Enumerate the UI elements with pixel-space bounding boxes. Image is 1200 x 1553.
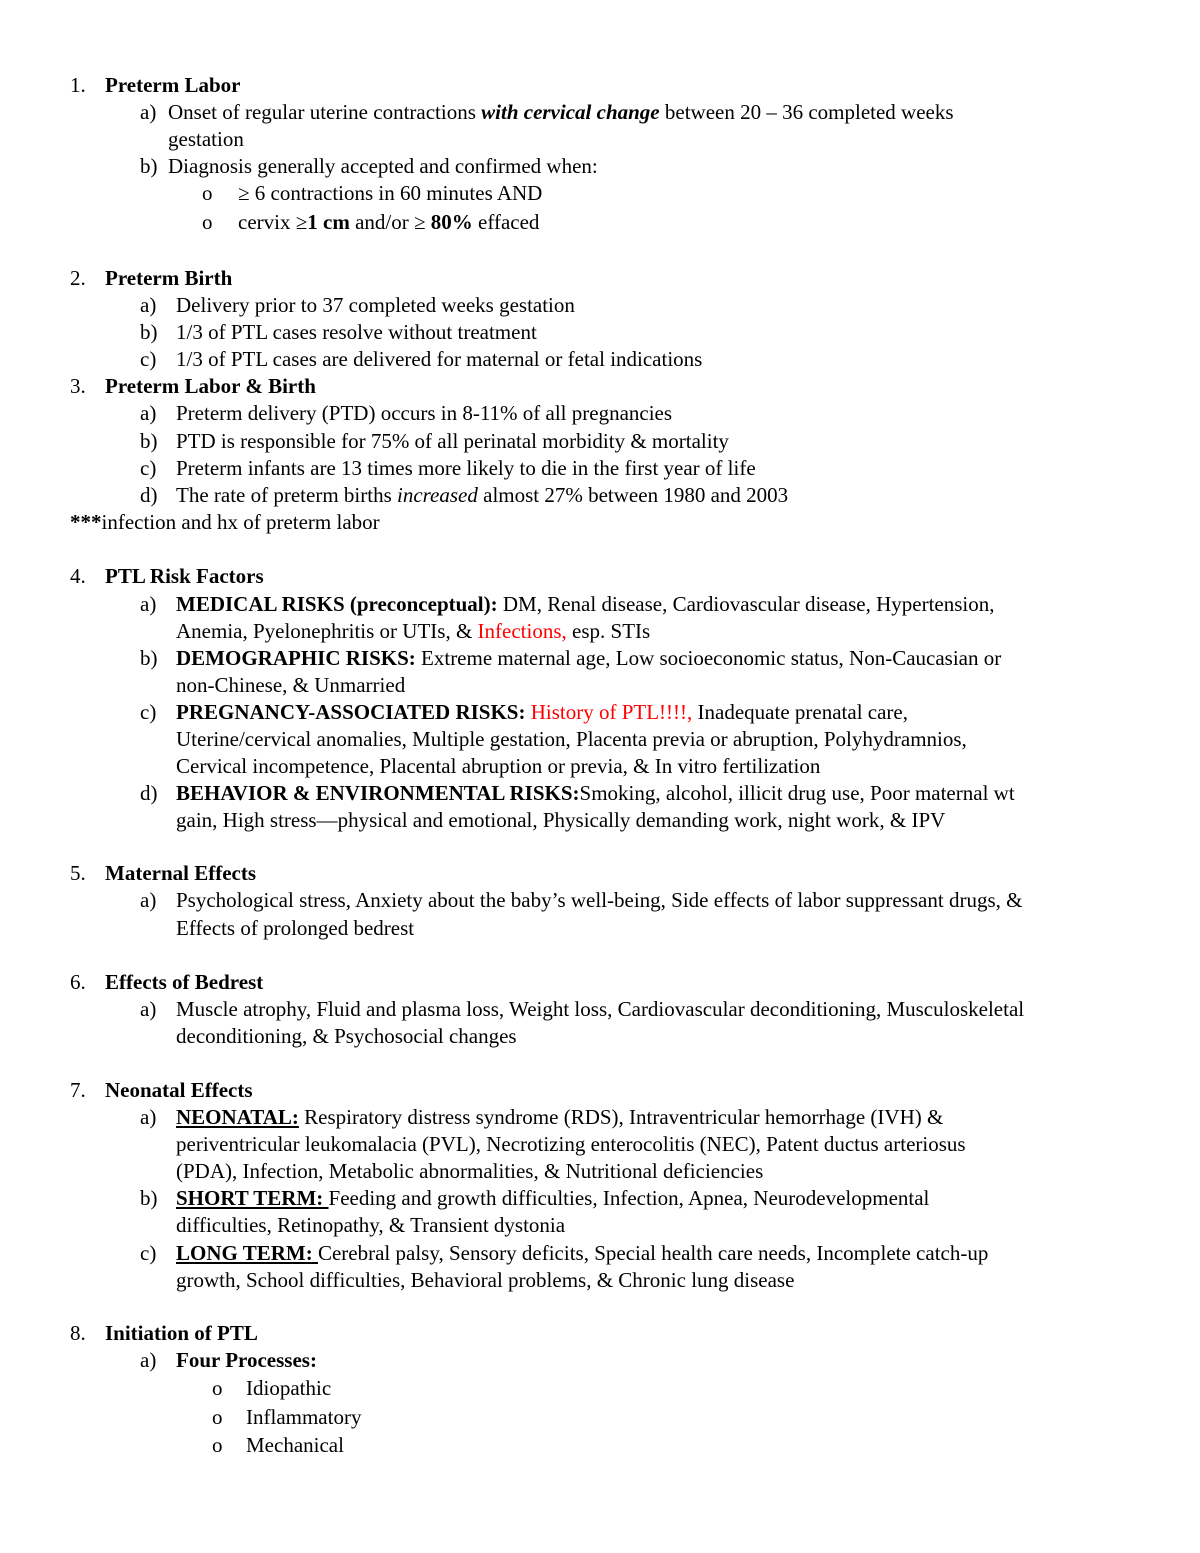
bullet-marker: o: [202, 210, 213, 234]
section-number: 6.: [70, 970, 86, 994]
item-text-continued: periventricular leukomalacia (PVL), Necrotizing enterocolitis (NEC), Patent ductus arteriosus: [176, 1132, 966, 1156]
item-text-continued: [176, 618, 650, 645]
section-heading: Neonatal Effects: [105, 1078, 253, 1102]
item-letter: a): [140, 401, 157, 425]
item-letter: c): [140, 1241, 157, 1265]
underlined-label: SHORT TERM:: [176, 1186, 329, 1210]
item-letter: b): [140, 429, 158, 453]
item-letter: a): [140, 1348, 157, 1372]
item-letter: c): [140, 700, 157, 724]
item-letter: c): [140, 456, 157, 480]
bullet-text: Mechanical: [246, 1433, 344, 1457]
text-run: Respiratory distress syndrome (RDS), Intraventricular hemorrhage (IVH) &: [298, 1105, 944, 1129]
item-text: [176, 482, 788, 509]
text-run: DM, Renal disease, Cardiovascular disease, Hypertension,: [497, 592, 995, 616]
item-text: [176, 780, 1015, 807]
item-letter: b): [140, 154, 158, 178]
bullet-text: Inflammatory: [246, 1405, 362, 1429]
bold-text: 80%: [430, 210, 473, 234]
section-number: 1.: [70, 73, 86, 97]
section-number: 8.: [70, 1321, 86, 1345]
text-run: and/or ≥: [349, 210, 431, 234]
italic-text: increased: [397, 483, 478, 507]
item-text-continued: non-Chinese, & Unmarried: [176, 673, 406, 697]
text-run: esp. STIs: [566, 619, 651, 643]
text-run: between 20 – 36 completed weeks: [659, 100, 954, 124]
item-text: [176, 1185, 929, 1212]
underlined-label: NEONATAL:: [176, 1105, 299, 1129]
item-text-continued: (PDA), Infection, Metabolic abnormalities, & Nutritional deficiencies: [176, 1159, 764, 1183]
item-text-continued: Cervical incompetence, Placental abruption or previa, & In vitro fertilization: [176, 754, 821, 778]
section-number: 3.: [70, 374, 86, 398]
item-text: PTD is responsible for 75% of all perinatal morbidity & mortality: [176, 429, 729, 453]
section-heading: Preterm Labor: [105, 73, 241, 97]
item-text: [168, 99, 954, 126]
item-text: [176, 1240, 988, 1267]
section-heading: Effects of Bedrest: [105, 970, 264, 994]
item-text: Preterm infants are 13 times more likely to die in the first year of life: [176, 456, 756, 480]
bold-text: 1 cm: [307, 210, 350, 234]
item-letter: b): [140, 646, 158, 670]
item-letter: a): [140, 888, 157, 912]
section-heading: PTL Risk Factors: [105, 564, 264, 588]
item-text-continued: gain, High stress—physical and emotional, Physically demanding work, night work, & IPV: [176, 808, 946, 832]
item-text-continued: difficulties, Retinopathy, & Transient dystonia: [176, 1213, 566, 1237]
item-letter: c): [140, 347, 157, 371]
item-text: 1/3 of PTL cases resolve without treatment: [176, 320, 537, 344]
highlight-text: Infections,: [477, 619, 567, 643]
note-text: infection and hx of preterm labor: [101, 510, 380, 534]
item-text: [176, 1104, 943, 1131]
section-number: 2.: [70, 266, 86, 290]
risk-label: MEDICAL RISKS (preconceptual):: [176, 592, 498, 616]
section-heading: Preterm Birth: [105, 266, 233, 290]
item-text-continued: Uterine/cervical anomalies, Multiple gestation, Placenta previa or abruption, Polyhydramnios,: [176, 727, 967, 751]
item-letter: a): [140, 592, 157, 616]
bullet-text: Idiopathic: [246, 1376, 332, 1400]
text-run: Feeding and growth difficulties, Infection, Apnea, Neurodevelopmental: [328, 1186, 930, 1210]
section-heading: Maternal Effects: [105, 861, 257, 885]
item-letter: d): [140, 483, 158, 507]
item-letter: a): [140, 293, 157, 317]
item-letter: d): [140, 781, 158, 805]
section-number: 5.: [70, 861, 86, 885]
item-letter: a): [140, 1105, 157, 1129]
text-run: cervix ≥: [238, 210, 308, 234]
item-text: Four Processes:: [176, 1348, 317, 1372]
bullet-marker: o: [202, 181, 213, 205]
item-text: Psychological stress, Anxiety about the baby’s well-being, Side effects of labor suppressant drugs, &: [176, 888, 1023, 912]
note-line: [70, 509, 380, 536]
section-heading: Preterm Labor & Birth: [105, 374, 316, 398]
item-text-continued: gestation: [168, 127, 244, 151]
text-run: Onset of regular uterine contractions: [168, 100, 482, 124]
text-run: Inadequate prenatal care,: [692, 700, 908, 724]
underlined-label: LONG TERM:: [176, 1241, 318, 1265]
item-text-continued: deconditioning, & Psychosocial changes: [176, 1024, 517, 1048]
section-number: 4.: [70, 564, 86, 588]
text-run: Smoking, alcohol, illicit drug use, Poor maternal wt: [579, 781, 1015, 805]
item-letter: a): [140, 100, 157, 124]
text-run: Anemia, Pyelonephritis or UTIs, &: [176, 619, 478, 643]
section-heading: Initiation of PTL: [105, 1321, 258, 1345]
bullet-marker: o: [212, 1433, 223, 1457]
text-run: Cerebral palsy, Sensory deficits, Special health care needs, Incomplete catch-up: [317, 1241, 989, 1265]
item-letter: a): [140, 997, 157, 1021]
risk-label: BEHAVIOR & ENVIRONMENTAL RISKS:: [176, 781, 580, 805]
item-text: [176, 645, 1001, 672]
bullet-marker: o: [212, 1405, 223, 1429]
text-run: effaced: [472, 210, 540, 234]
bullet-text: ≥ 6 contractions in 60 minutes AND: [238, 181, 543, 205]
section-number: 7.: [70, 1078, 86, 1102]
item-letter: b): [140, 320, 158, 344]
item-text: 1/3 of PTL cases are delivered for maternal or fetal indications: [176, 347, 703, 371]
item-letter: b): [140, 1186, 158, 1210]
item-text-continued: Effects of prolonged bedrest: [176, 916, 415, 940]
bullet-marker: o: [212, 1376, 223, 1400]
item-text: [176, 591, 995, 618]
item-text-continued: growth, School difficulties, Behavioral problems, & Chronic lung disease: [176, 1268, 795, 1292]
risk-label: PREGNANCY-ASSOCIATED RISKS:: [176, 700, 526, 724]
item-text: [176, 699, 908, 726]
text-run: almost 27% between 1980 and 2003: [477, 483, 789, 507]
text-run: Extreme maternal age, Low socioeconomic status, Non-Caucasian or: [415, 646, 1002, 670]
bullet-text: [238, 209, 539, 236]
item-text: Delivery prior to 37 completed weeks gestation: [176, 293, 575, 317]
item-text: Preterm delivery (PTD) occurs in 8-11% of all pregnancies: [176, 401, 673, 425]
item-text: Diagnosis generally accepted and confirmed when:: [168, 154, 598, 178]
emphasis-text: with cervical change: [481, 100, 660, 124]
text-run: The rate of preterm births: [176, 483, 397, 507]
item-text: Muscle atrophy, Fluid and plasma loss, Weight loss, Cardiovascular deconditioning, Musculoskeletal: [176, 997, 1025, 1021]
highlight-text: History of PTL!!!!,: [525, 700, 693, 724]
note-stars: ***: [70, 510, 102, 534]
risk-label: DEMOGRAPHIC RISKS:: [176, 646, 416, 670]
